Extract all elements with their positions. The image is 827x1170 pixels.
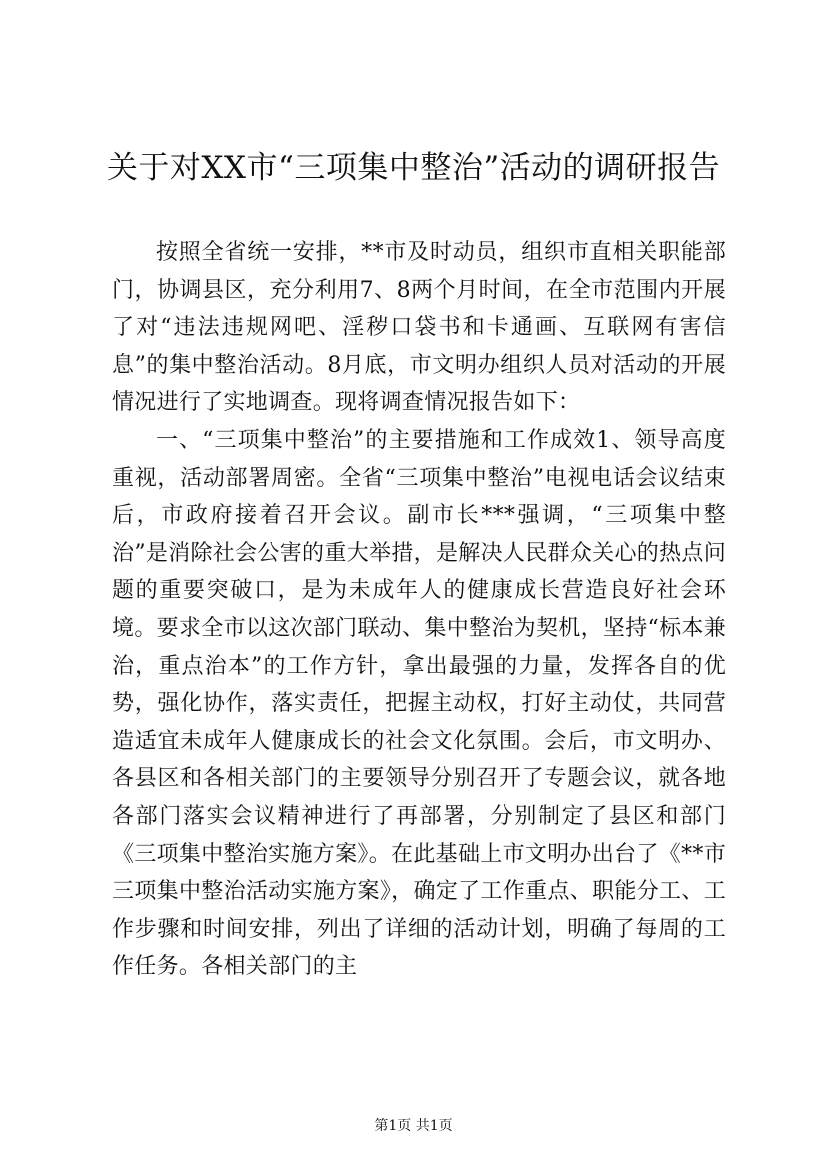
document-body [112, 234, 726, 986]
paragraph-intro: 按照全省统一安排，**市及时动员，组织市直相关职能部门，协调县区，充分利用7、8两个月时间，在全市范围内开展了对“违法违规网吧、淫秽口袋书和卡通画、互联网有害信息”的集中整治活动。8月底，市文明办组织人员对活动的开展情况进行了实地调查。现将调查情况报告如下： [112, 240, 726, 416]
page-footer: 第1页 共1页 [374, 1118, 453, 1134]
document-title: 关于对XX市“三项集中整治”活动的调研报告 [106, 150, 721, 186]
paragraph-measures: 一、“三项集中整治”的主要措施和工作成效1、领导高度重视，活动部署周密。全省“三项集中整治”电视电话会议结束后，市政府接着召开会议。副市长***强调，“三项集中整治”是消除社会公害的重大举措，是解决人民群众关心的热点问题的重要突破口，是为未成年人的健康成长营造良好社会环境。要求全市以这次部门联动、集中整治为契机，坚持“标本兼治，重点治本”的工作方针，拿出最强的力量，发挥各自的优势，强化协作，落实责任，把握主动权，打好主动仗，共同营造适宜未成年人健康成长的社会文化氛围。会后，市文明办、各县区和各相关部门的主要领导分别召开了专题会议，就各地各部门落实会议精神进行了再部署，分别制定了县区和部门《三项集中整治实施方案》。在此基础上市文明办出台了《**市三项集中整治活动实施方案》，确定了工作重点、职能分工、工作步骤和时间安排，列出了详细的活动计划，明确了每周的工作任务。各相关部门的主 [112, 427, 726, 980]
